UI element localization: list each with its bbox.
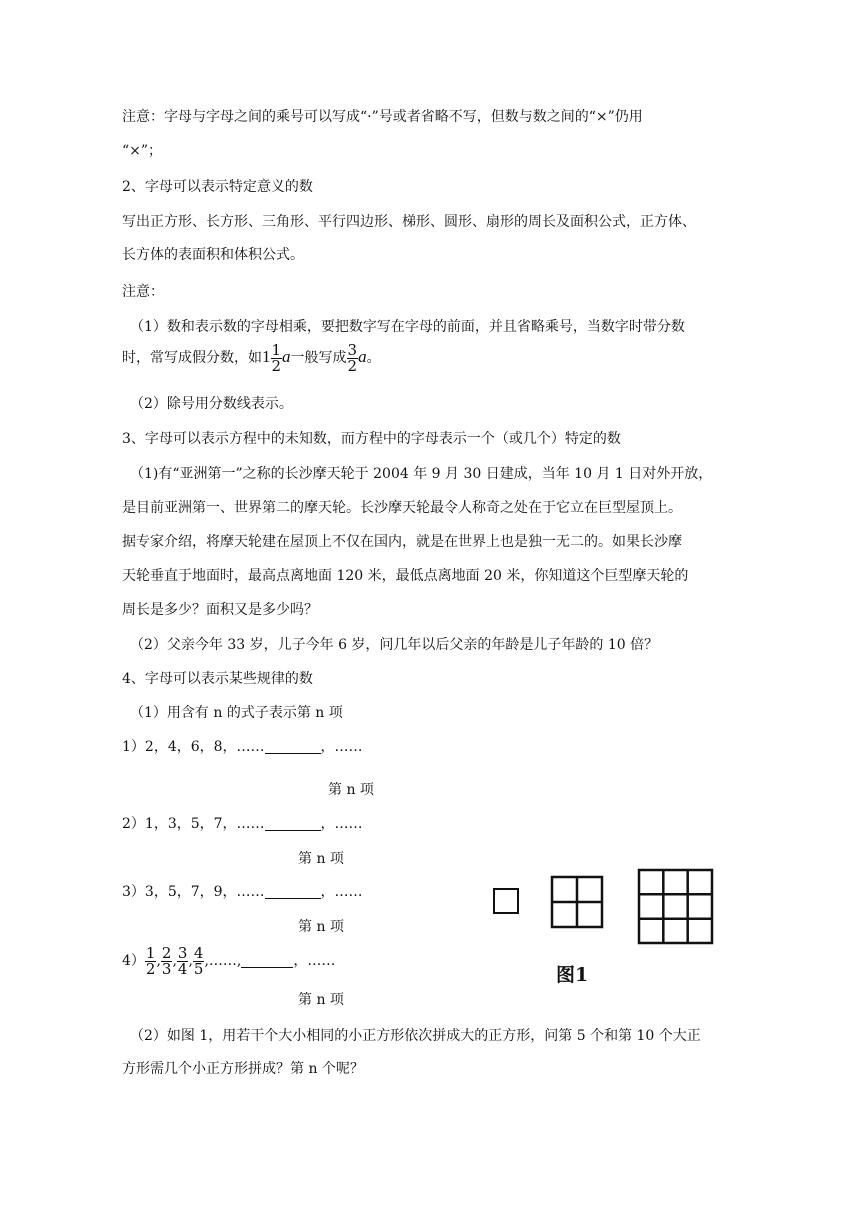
answer-blank[interactable]	[265, 739, 321, 754]
fraction-2-3: $\frac{2}{3}$	[161, 943, 172, 978]
sequence-4: 4） $\frac{1}{2}$ , $\frac{2}{3}$ , $\frac{3}{4}$ , $\frac{4}{5}$ ,……, ，……	[122, 943, 336, 978]
note-multiplication: 注意：字母与字母之间的乘号可以写成“·”号或者省略不写，但数与数之间的“×”仍用	[122, 109, 643, 125]
square-grid-1x1	[494, 889, 518, 913]
formula-task: 写出正方形、长方形、三角形、平行四边形、梯形、圆形、扇形的周长及面积公式，正方体、	[122, 214, 696, 230]
figure-caption: 图1	[556, 964, 589, 986]
note-2: （2）除号用分数线表示。	[130, 396, 293, 412]
section-4-heading: 4、字母可以表示某些规律的数	[122, 671, 313, 687]
fraction-4-5: $\frac{4}{5}$	[193, 943, 204, 978]
section-2-heading: 2、字母可以表示特定意义的数	[122, 179, 313, 195]
figure-1-squares	[486, 866, 726, 950]
square-problem: （2）如图 1，用若干个大小相同的小正方形依次拼成大的正方形，问第 5 个和第 10 个大正	[130, 1028, 701, 1044]
sequence-1: 1）2，4，6，8，…… ，……	[122, 739, 363, 755]
ferris-wheel-line-2: 是目前亚洲第一、世界第二的摩天轮。长沙摩天轮最令人称奇之处在于它立在巨型屋顶上。	[122, 500, 682, 516]
improper-fraction: $\frac{3}{2}$	[347, 340, 358, 375]
pattern-intro: （1）用含有 n 的式子表示第 n 项	[130, 705, 343, 721]
answer-blank[interactable]	[265, 884, 321, 899]
formula-task-cont: 长方体的表面积和体积公式。	[122, 247, 304, 263]
nth-term-label: 第 n 项	[298, 851, 344, 867]
fraction-1-2: $\frac{1}{2}$	[145, 943, 156, 978]
square-grid-3x3	[639, 870, 712, 943]
nth-term-label: 第 n 项	[298, 992, 344, 1008]
square-grid-2x2	[552, 877, 602, 927]
age-problem: （2）父亲今年 33 岁，儿子今年 6 岁，问几年以后父亲的年龄是儿子年龄的 10 倍？	[130, 637, 659, 653]
answer-blank[interactable]	[241, 953, 293, 968]
ferris-wheel-problem: （1)有“亚洲第一”之称的长沙摩天轮于 2004 年 9 月 30 日建成，当年 10 月 1 日对外开放，	[130, 466, 713, 482]
section-3-heading: 3、字母可以表示方程中的未知数，而方程中的字母表示一个（或几个）特定的数	[122, 431, 621, 447]
answer-blank[interactable]	[265, 816, 321, 831]
note-1-cont: 时，常写成假分数，如1 $\frac{1}{2}$ a一般写成 $\frac{3}{2}$ a。	[122, 340, 381, 375]
nth-term-label: 第 n 项	[328, 782, 374, 798]
mixed-fraction: $\frac{1}{2}$	[271, 340, 282, 375]
ferris-wheel-line-3: 据专家介绍，将摩天轮建在屋顶上不仅在国内，就是在世界上也是独一无二的。如果长沙摩	[122, 534, 682, 550]
ferris-wheel-line-5: 周长是多少？面积又是多少吗？	[122, 602, 318, 618]
fraction-3-4: $\frac{3}{4}$	[177, 943, 188, 978]
sequence-3: 3）3，5，7，9，…… ，……	[122, 884, 363, 900]
sequence-2: 2）1，3，5，7，…… ，……	[122, 816, 363, 832]
note-1: （1）数和表示数的字母相乘，要把数字写在字母的前面，并且省略乘号，当数字时带分数	[130, 319, 685, 335]
nth-term-label: 第 n 项	[298, 919, 344, 935]
note-multiplication-cont: “×”；	[122, 143, 163, 159]
square-problem-cont: 方形需几个小正方形拼成？第 n 个呢？	[122, 1061, 364, 1077]
ferris-wheel-line-4: 天轮垂直于地面时，最高点离地面 120 米，最低点离地面 20 米，你知道这个巨型摩天轮的	[122, 568, 689, 584]
note-heading: 注意：	[122, 284, 164, 300]
